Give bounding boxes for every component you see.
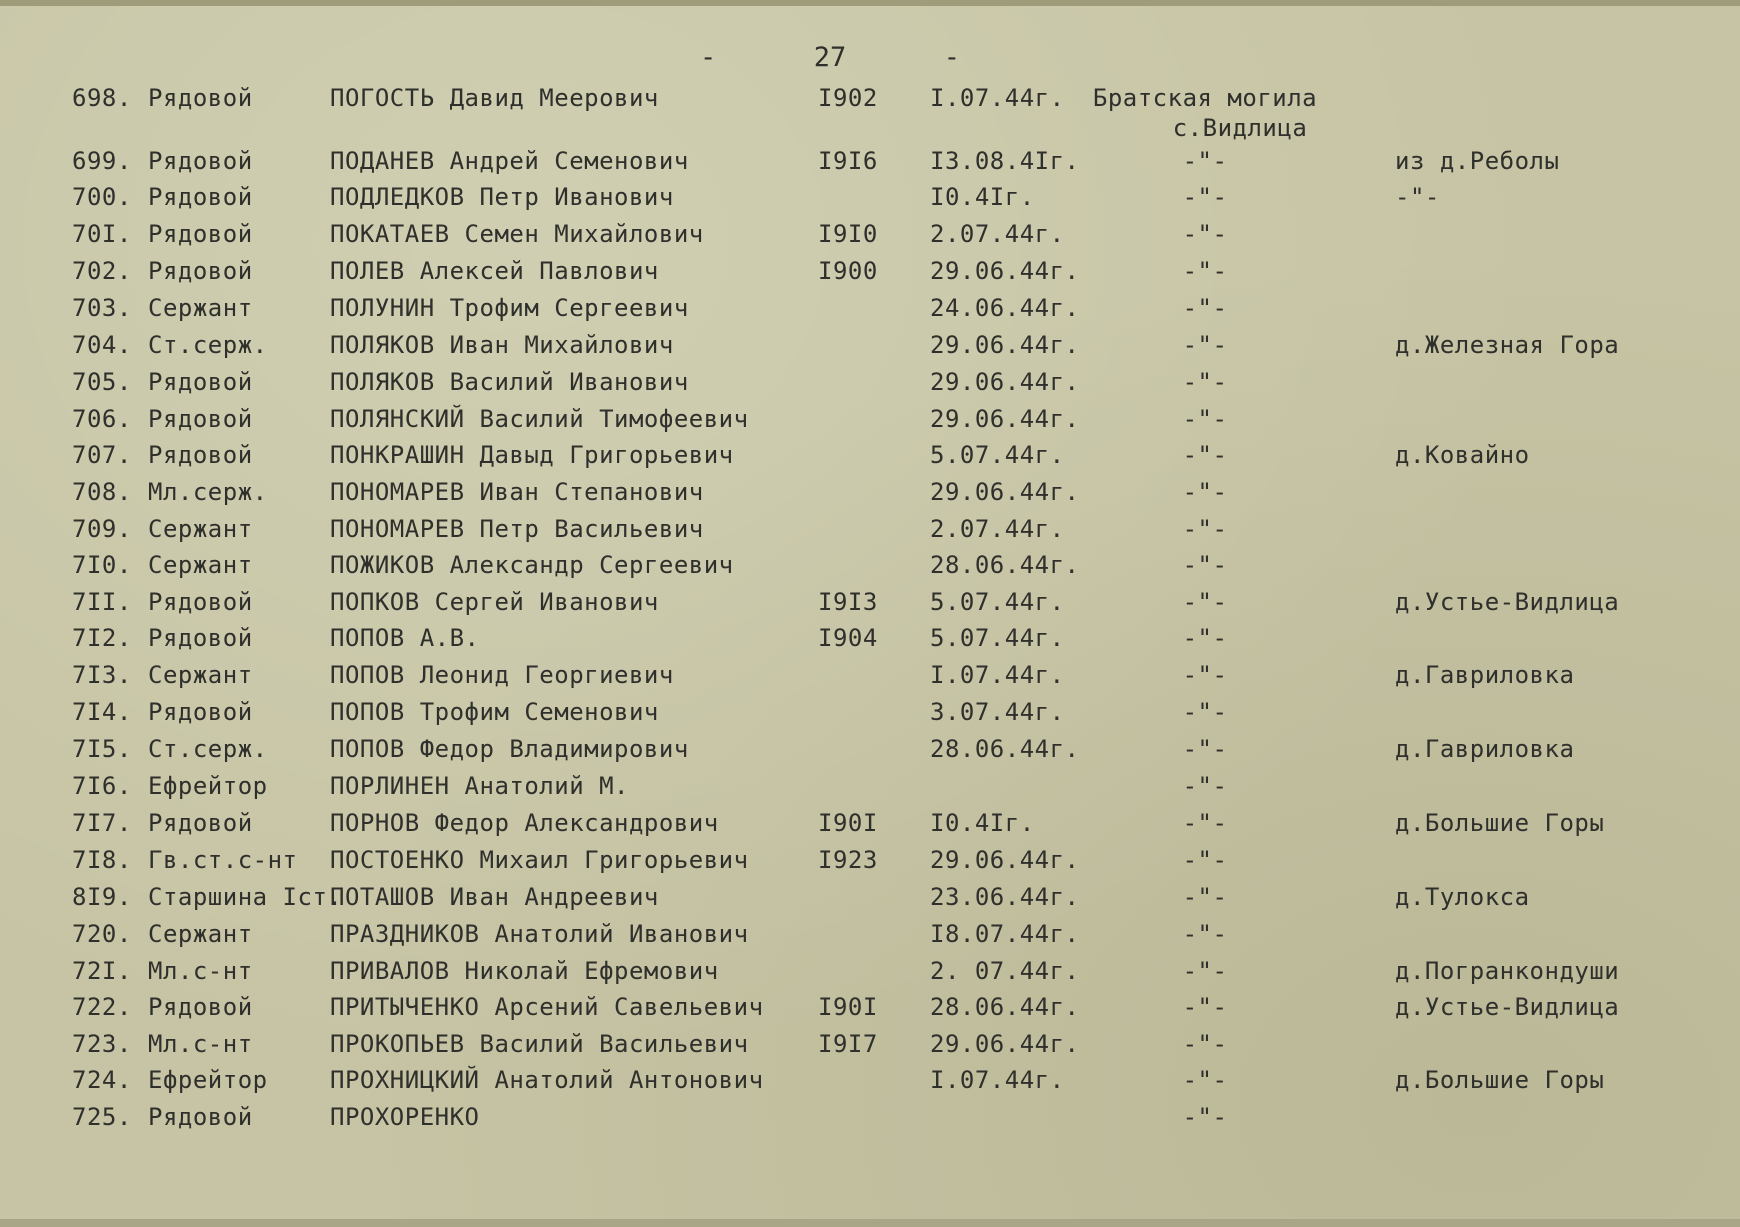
row-date: 29.06.44г. (930, 331, 1080, 359)
row-rank: Мл.с-нт (148, 957, 253, 985)
table-row (0, 809, 1740, 843)
table-row (0, 294, 1740, 328)
row-number: 7I5. (72, 735, 132, 763)
row-date: 23.06.44г. (930, 883, 1080, 911)
row-origin: д.Устье-Видлица (1395, 993, 1620, 1021)
row-date: 5.07.44г. (930, 588, 1065, 616)
row-date: 29.06.44г. (930, 405, 1080, 433)
header-dash-left: - (700, 42, 717, 73)
table-row (0, 624, 1740, 658)
row-date: 29.06.44г. (930, 1030, 1080, 1058)
row-number: 7I3. (72, 661, 132, 689)
row-number: 706. (72, 405, 132, 433)
row-date: 5.07.44г. (930, 441, 1065, 469)
table-row (0, 84, 1740, 118)
row-burial-place: Братская могила (1092, 84, 1318, 112)
row-number: 7I8. (72, 846, 132, 874)
row-date: I.07.44г. (930, 84, 1065, 112)
row-name: ПОНОМАРЕВ Петр Васильевич (330, 515, 704, 543)
row-origin: д.Тулокса (1395, 883, 1530, 911)
table-row (0, 147, 1740, 181)
row-date: I.07.44г. (930, 661, 1065, 689)
row-name: ПОПОВ А.В. (330, 624, 480, 652)
row-name: ПОПОВ Трофим Семенович (330, 698, 659, 726)
row-name: ПОДЛЕДКОВ Петр Иванович (330, 183, 674, 211)
row-rank: Ефрейтор (148, 1066, 268, 1094)
row-number: 698. (72, 84, 132, 112)
row-rank: Сержант (148, 920, 253, 948)
row-burial-place: -"- (1182, 920, 1228, 948)
row-burial-place: -"- (1182, 1066, 1228, 1094)
row-number: 7I7. (72, 809, 132, 837)
row-rank: Рядовой (148, 993, 253, 1021)
table-row (0, 405, 1740, 439)
row-rank: Рядовой (148, 220, 253, 248)
row-burial-place: -"- (1182, 294, 1228, 322)
row-number: 8I9. (72, 883, 132, 911)
row-name: ПОКАТАЕВ Семен Михайлович (330, 220, 704, 248)
table-row (0, 846, 1740, 880)
row-origin: д.Большие Горы (1395, 1066, 1605, 1094)
row-origin: -"- (1395, 183, 1440, 211)
row-name: ПОРНОВ Федор Александрович (330, 809, 719, 837)
table-row (0, 957, 1740, 991)
row-rank: Ефрейтор (148, 772, 268, 800)
row-burial-place: -"- (1182, 220, 1228, 248)
row-rank: Рядовой (148, 624, 253, 652)
row-origin: д.Гавриловка (1395, 661, 1575, 689)
row-name: ПОЛЯКОВ Иван Михайлович (330, 331, 674, 359)
row-date: 2. 07.44г. (930, 957, 1080, 985)
row-name: ПОПОВ Леонид Георгиевич (330, 661, 674, 689)
row-birth-year: I904 (818, 624, 878, 652)
table-row (0, 1030, 1740, 1064)
row-burial-place: -"- (1182, 1103, 1228, 1131)
row-burial-place: -"- (1182, 661, 1228, 689)
row-date: 28.06.44г. (930, 735, 1080, 763)
row-burial-place: -"- (1182, 698, 1228, 726)
row-burial-place: -"- (1182, 515, 1228, 543)
table-row (0, 478, 1740, 512)
table-row (0, 772, 1740, 806)
row-name: ПОНОМАРЕВ Иван Степанович (330, 478, 704, 506)
row-number: 700. (72, 183, 132, 211)
row-number: 7I6. (72, 772, 132, 800)
row-birth-year: I9I7 (818, 1030, 878, 1058)
row-name: ПРОКОПЬЕВ Василий Васильевич (330, 1030, 749, 1058)
row-number: 703. (72, 294, 132, 322)
table-row (0, 883, 1740, 917)
table-row (0, 368, 1740, 402)
row-rank: Ст.серж. (148, 735, 268, 763)
row-number: 720. (72, 920, 132, 948)
row-rank: Рядовой (148, 588, 253, 616)
row-name: ПОЛЕВ Алексей Павлович (330, 257, 659, 285)
row-number: 704. (72, 331, 132, 359)
row-burial-place: -"- (1182, 368, 1228, 396)
row-number: 699. (72, 147, 132, 175)
row-name: ПОНКРАШИН Давыд Григорьевич (330, 441, 734, 469)
row-burial-place: -"- (1182, 772, 1228, 800)
row-date: 29.06.44г. (930, 846, 1080, 874)
table-row (0, 441, 1740, 475)
row-name: ПОРЛИНЕН Анатолий М. (330, 772, 629, 800)
row-date: 29.06.44г. (930, 368, 1080, 396)
row-burial-place: -"- (1182, 1030, 1228, 1058)
row-rank: Ст.серж. (148, 331, 268, 359)
row-name: ПОЖИКОВ Александр Сергеевич (330, 551, 734, 579)
row-birth-year: I902 (818, 84, 878, 112)
row-origin: д.Гавриловка (1395, 735, 1575, 763)
row-birth-year: I923 (818, 846, 878, 874)
row-burial-place: -"- (1182, 478, 1228, 506)
row-birth-year: I900 (818, 257, 878, 285)
row-number: 70I. (72, 220, 132, 248)
row-number: 7I2. (72, 624, 132, 652)
row-date: I0.4Iг. (930, 183, 1035, 211)
table-row (0, 515, 1740, 549)
row-burial-place: -"- (1182, 257, 1228, 285)
row-name: ПОЛЯНСКИЙ Василий Тимофеевич (330, 405, 749, 433)
page-number: 27 (813, 42, 847, 73)
row-rank: Рядовой (148, 147, 253, 175)
row-birth-year: I90I (818, 993, 878, 1021)
row-rank: Сержант (148, 515, 253, 543)
row-rank: Рядовой (148, 84, 253, 112)
row-date: 5.07.44г. (930, 624, 1065, 652)
row-date: I8.07.44г. (930, 920, 1080, 948)
row-burial-place: -"- (1182, 846, 1228, 874)
row-number: 709. (72, 515, 132, 543)
row-burial-place: -"- (1182, 331, 1228, 359)
row-number: 708. (72, 478, 132, 506)
row-number: 707. (72, 441, 132, 469)
row-burial-place: -"- (1182, 957, 1228, 985)
table-row (0, 588, 1740, 622)
row-name: ПОДАНЕВ Андрей Семенович (330, 147, 689, 175)
table-row (0, 735, 1740, 769)
row-rank: Рядовой (148, 405, 253, 433)
row-origin: д.Устье-Видлица (1395, 588, 1620, 616)
row-rank: Гв.ст.с-нт (148, 846, 298, 874)
page-header (700, 42, 960, 73)
row-burial-place: -"- (1182, 809, 1228, 837)
row-burial-place: -"- (1182, 588, 1228, 616)
table-row (0, 993, 1740, 1027)
row-burial-place: -"- (1182, 993, 1228, 1021)
table-row (0, 551, 1740, 585)
row-date: I3.08.4Iг. (930, 147, 1080, 175)
row-number: 725. (72, 1103, 132, 1131)
row-date: I0.4Iг. (930, 809, 1035, 837)
row-number: 7I0. (72, 551, 132, 579)
row-burial-place: -"- (1182, 735, 1228, 763)
row-rank: Сержант (148, 551, 253, 579)
row-date: I.07.44г. (930, 1066, 1065, 1094)
row-date: 2.07.44г. (930, 515, 1065, 543)
row-rank: Сержант (148, 294, 253, 322)
row-burial-place: -"- (1182, 883, 1228, 911)
row-name: ПРОХНИЦКИЙ Анатолий Антонович (330, 1066, 764, 1094)
row-rank: Рядовой (148, 257, 253, 285)
table-row (0, 1103, 1740, 1137)
table-row (0, 920, 1740, 954)
table-row (0, 183, 1740, 217)
row-rank: Рядовой (148, 183, 253, 211)
row-name: ПОПОВ Федор Владимирович (330, 735, 689, 763)
row-origin: д.Большие Горы (1395, 809, 1605, 837)
table-row (0, 331, 1740, 365)
row-birth-year: I90I (818, 809, 878, 837)
row-birth-year: I9I0 (818, 220, 878, 248)
row-burial-place: -"- (1182, 551, 1228, 579)
row-burial-place: -"- (1182, 183, 1228, 211)
row-burial-place: -"- (1182, 441, 1228, 469)
row-name: ПОЛЯКОВ Василий Иванович (330, 368, 689, 396)
row-date: 29.06.44г. (930, 478, 1080, 506)
row-date: 24.06.44г. (930, 294, 1080, 322)
row-date: 3.07.44г. (930, 698, 1065, 726)
row-burial-place: -"- (1182, 405, 1228, 433)
row-rank: Рядовой (148, 698, 253, 726)
row-number: 724. (72, 1066, 132, 1094)
table-row (0, 220, 1740, 254)
table-row (0, 1066, 1740, 1100)
page-bottom-edge (0, 1219, 1740, 1227)
table-row (0, 661, 1740, 695)
row-name: ПОСТОЕНКО Михаил Григорьевич (330, 846, 749, 874)
row-burial-place: -"- (1182, 624, 1228, 652)
row-number: 705. (72, 368, 132, 396)
row-name: ПОТАШОВ Иван Андреевич (330, 883, 659, 911)
row-date: 2.07.44г. (930, 220, 1065, 248)
row-number: 7II. (72, 588, 132, 616)
row-date: 28.06.44г. (930, 551, 1080, 579)
row-rank: Рядовой (148, 441, 253, 469)
row-number: 722. (72, 993, 132, 1021)
row-rank: Сержант (148, 661, 253, 689)
header-dash-right: - (943, 42, 960, 73)
row-number: 7I4. (72, 698, 132, 726)
row-birth-year: I9I6 (818, 147, 878, 175)
row-name: ПРИВАЛОВ Николай Ефремович (330, 957, 719, 985)
page-top-edge (0, 0, 1740, 6)
row-rank: Мл.с-нт (148, 1030, 253, 1058)
row-rank: Старшина Iст. (148, 883, 343, 911)
first-row-burial-line2: с.Видлица (1172, 114, 1308, 142)
row-origin: д.Железная Гора (1395, 331, 1620, 359)
row-rank: Рядовой (148, 1103, 253, 1131)
row-name: ПРАЗДНИКОВ Анатолий Иванович (330, 920, 749, 948)
row-origin: д.Ковайно (1395, 441, 1530, 469)
row-birth-year: I9I3 (818, 588, 878, 616)
row-date: 28.06.44г. (930, 993, 1080, 1021)
row-name: ПОЛУНИН Трофим Сергеевич (330, 294, 689, 322)
row-burial-place: -"- (1182, 147, 1228, 175)
row-name: ПРИТЫЧЕНКО Арсений Савельевич (330, 993, 764, 1021)
row-origin: из д.Реболы (1395, 147, 1560, 175)
row-rank: Рядовой (148, 809, 253, 837)
row-number: 702. (72, 257, 132, 285)
row-name: ПОГОСТЬ Давид Меерович (330, 84, 659, 112)
row-origin: д.Погранкондуши (1395, 957, 1620, 985)
row-rank: Рядовой (148, 368, 253, 396)
table-row (0, 698, 1740, 732)
row-rank: Мл.серж. (148, 478, 268, 506)
row-number: 723. (72, 1030, 132, 1058)
row-number: 72I. (72, 957, 132, 985)
table-row (0, 257, 1740, 291)
row-date: 29.06.44г. (930, 257, 1080, 285)
row-name: ПРОХОРЕНКО (330, 1103, 480, 1131)
row-name: ПОПКОВ Сергей Иванович (330, 588, 659, 616)
